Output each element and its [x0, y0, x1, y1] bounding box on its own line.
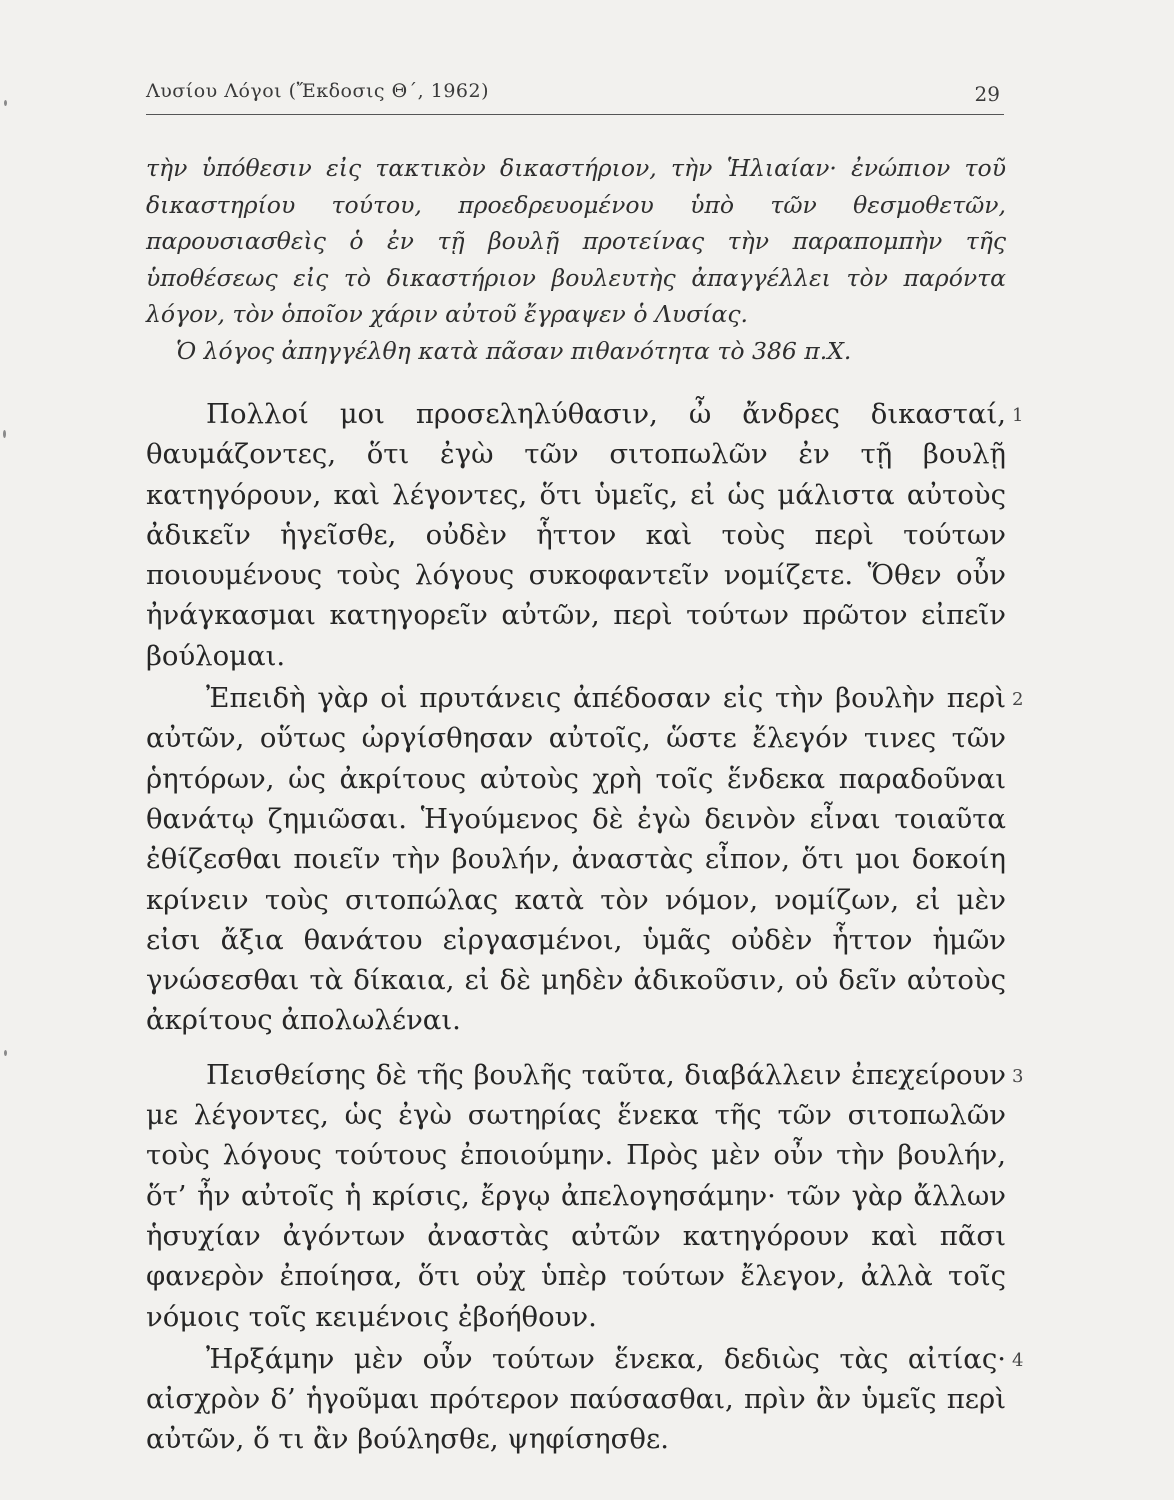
- intro-date-paragraph: Ὁ λόγος ἀπηγγέλθη κατὰ πᾶσαν πιθανότητα τὸ 386 π.Χ.: [176, 336, 852, 365]
- introduction: [146, 150, 1006, 369]
- scan-mark: [4, 1050, 7, 1056]
- intro-paragraph: τὴν ὑπόθεσιν εἰς τακτικὸν δικαστήριον, τὴν Ἡλιαίαν· ἐνώπιον τοῦ δικαστηρίου τούτου, προεδρευομένου ὑπὸ τῶν θεσμοθετῶν, παρουσιασθεὶς ὁ ἐν τῇ βουλῇ προτείνας τὴν παραπομπὴν τῆς ὑποθέσεως εἰς τὸ δικαστήριον βουλευτὴς ἀπαγγέλλει τὸν παρόντα λόγον, τὸν ὁποῖον χάριν αὐτοῦ ἔγραψεν ὁ Λυσίας.: [146, 154, 1006, 328]
- scan-mark: [3, 430, 6, 438]
- section-text: Ἐπειδὴ γὰρ οἱ πρυτάνεις ἀπέδοσαν εἰς τὴν βουλὴν περὶ αὐτῶν, οὕτως ὠργίσθησαν αὐτοῖς, ὥστε ἔλεγόν τινες τῶν ῥητόρων, ὡς ἀκρίτους αὐτοὺς χρὴ τοῖς ἕνδεκα παραδοῦναι θανάτῳ ζημιῶσαι. Ἡγούμενος δὲ ἐγὼ δεινὸν εἶναι τοιαῦτα ἐθίζεσθαι ποιεῖν τὴν βουλήν, ἀναστὰς εἶπον, ὅτι μοι δοκοίη κρίνειν τοὺς σιτοπώλας κατὰ τὸν νόμον, νομίζων, εἰ μὲν εἰσι ἄξια θανάτου εἰργασμένοι, ὑμᾶς οὐδὲν ἧττον ἡμῶν γνώσεσθαι τὰ δίκαια, εἰ δὲ μηδὲν ἀδικοῦσιν, οὐ δεῖν αὐτοὺς ἀκρίτους ἀπολωλέναι.: [146, 682, 1006, 1037]
- section-number: 2: [1012, 689, 1024, 711]
- section-4: [146, 1339, 1024, 1460]
- section-1: [146, 394, 1024, 676]
- section-number: 4: [1012, 1349, 1024, 1371]
- section-number: 3: [1012, 1065, 1024, 1087]
- section-3: [146, 1055, 1024, 1337]
- section-number: 1: [1012, 405, 1024, 426]
- section-text: Πολλοί μοι προσεληλύθασιν, ὦ ἄνδρες δικασταί, θαυμάζοντες, ὅτι ἐγὼ τῶν σιτοπωλῶν ἐν τῇ βουλῇ κατηγόρουν, καὶ λέγοντες, ὅτι ὑμεῖς, εἰ ὡς μάλιστα αὐτοὺς ἀδικεῖν ἡγεῖσθε, οὐδὲν ἧττον καὶ τοὺς περὶ τούτων ποιουμένους τοὺς λόγους συκοφαντεῖν νομίζετε. Ὅθεν οὖν ἠνάγκασμαι κατηγορεῖν αὐτῶν, περὶ τούτων πρῶτον εἰπεῖν βούλομαι.: [146, 398, 1006, 672]
- scan-mark: [4, 100, 7, 106]
- section-text: Πεισθείσης δὲ τῆς βουλῆς ταῦτα, διαβάλλειν ἐπεχείρουν με λέγοντες, ὡς ἐγὼ σωτηρίας ἕνεκα τῆς τῶν σιτοπωλῶν τοὺς λόγους τούτους ἐποιούμην. Πρὸς μὲν οὖν τὴν βουλήν, ὅτ’ ἦν αὐτοῖς ἡ κρίσις, ἔργῳ ἀπελογησάμην· τῶν γὰρ ἄλλων ἡσυχίαν ἀγόντων ἀναστὰς αὐτῶν κατηγόρουν καὶ πᾶσι φανερὸν ἐποίησα, ὅτι οὐχ ὑπὲρ τούτων ἔλεγον, ἀλλὰ τοῖς νόμοις τοῖς κειμένοις ἐβοήθουν.: [146, 1058, 1006, 1333]
- page-number: 29: [974, 82, 1000, 106]
- header-title: Λυσίου Λόγοι (Ἔκδοσις Θ΄, 1962): [146, 80, 490, 102]
- section-2: [146, 678, 1024, 1041]
- section-text: Ἠρξάμην μὲν οὖν τούτων ἕνεκα, δεδιὼς τὰς αἰτίας· αἰσχρὸν δ’ ἡγοῦμαι πρότερον παύσασθαι, πρὶν ἂν ὑμεῖς περὶ αὐτῶν, ὅ τι ἂν βούλησθε, ψηφίσησθε.: [146, 1342, 1006, 1456]
- running-header: [146, 80, 1004, 115]
- speech-text: [146, 394, 1024, 1474]
